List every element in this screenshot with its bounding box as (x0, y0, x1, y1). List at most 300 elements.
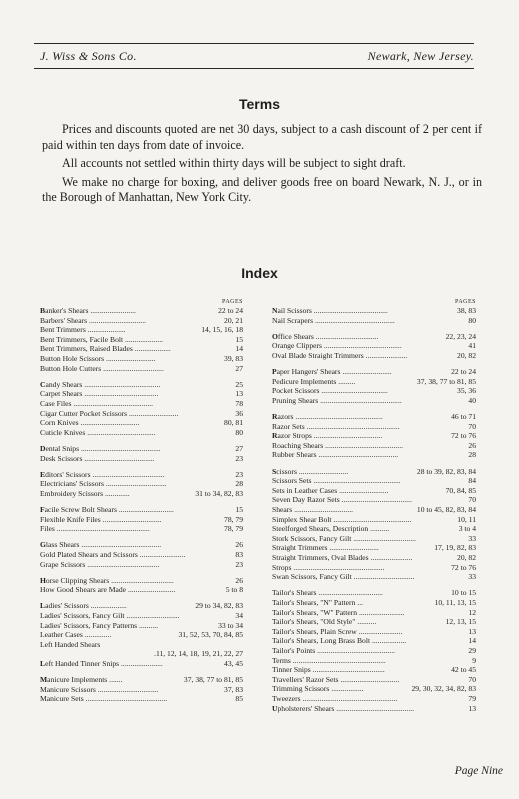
index-entry-title (272, 704, 414, 713)
index-entry-pages: 31, 52, 53, 70, 84, 85 (178, 630, 243, 640)
index-entry-rest: Straight Trimmers (272, 543, 328, 553)
index-entry (40, 576, 243, 586)
index-entry-rest: Travellers' Razor Sets (272, 674, 339, 684)
index-entry-title (40, 550, 185, 559)
index-entry-rest: Corn Knives (40, 418, 79, 428)
index-entry-rest: Shears (272, 504, 293, 514)
index-entry-pages: 37, 83 (224, 684, 243, 694)
index-entry-title (272, 598, 363, 607)
index-entry-title (40, 540, 161, 549)
index-entry-rest: Carpet Shears (40, 389, 83, 399)
index-entry-rest: Tweezers (272, 694, 301, 704)
index-entry-leader: .......... (357, 617, 377, 627)
index-entry-pages: 15 (235, 504, 243, 514)
index-entry-initial: F (40, 504, 45, 514)
index-entry-title (40, 399, 153, 408)
index-entry-title (272, 377, 355, 386)
index-entry-leader: .......... (139, 620, 159, 630)
pages-header-left: PAGES (222, 299, 243, 305)
index-entry-pages: 83 (235, 549, 243, 559)
index-entry-pages: 22 to 24 (218, 306, 243, 315)
index-group (40, 601, 243, 668)
index-entry-rest: acile Screw Bolt Shears (44, 504, 117, 514)
index-entry-pages: 29 to 34, 82, 83 (195, 601, 243, 611)
index-entry-pages: 28 to 39, 82, 83, 84 (416, 466, 476, 476)
index-entry (272, 377, 476, 387)
index-entry (40, 585, 243, 595)
index-entry-rest: Flexible Knife Files (40, 514, 101, 524)
index-entry-title (40, 335, 163, 344)
index-entry-rest: aper Hangers' Shears (276, 367, 341, 377)
index-entry (272, 351, 476, 361)
index-entry-title (272, 467, 348, 476)
index-entry (272, 588, 476, 598)
index-entry-rest: Tailor's Shears, Long Brass Bolt (272, 636, 371, 646)
index-entry-initial: D (40, 443, 46, 453)
index-group (272, 367, 476, 405)
index-entry-rest: How Good Shears are Made (40, 585, 127, 595)
index-entry-rest: Grape Scissors (40, 559, 86, 569)
index-entry-title (40, 640, 100, 649)
index-entry (40, 389, 243, 399)
company-location: Newark, New Jersey. (367, 49, 474, 63)
index-entry-title (272, 588, 383, 597)
index-entry-leader: ......... (338, 376, 356, 386)
index-entry-pages: 22, 23, 24 (445, 331, 476, 341)
index-entry (272, 636, 476, 646)
index-entry (40, 428, 243, 438)
index-entry (272, 553, 476, 563)
index-entry-leader: ......................... (127, 585, 176, 595)
index-entry (272, 534, 476, 544)
index-entry-pages: 42 to 45 (451, 665, 476, 675)
index-entry-title (40, 585, 175, 594)
index-entry-pages: 10 to 15 (451, 588, 476, 598)
index-entry-rest: Manicure Sets (40, 694, 84, 704)
index-entry-rest: Gold Plated Shears and Scissors (40, 549, 138, 559)
index-entry-leader: .................................................. (302, 694, 398, 704)
index-entry-rest: Strops (272, 562, 292, 572)
index-entry-pages: 36 (235, 408, 243, 418)
index-entry-title (40, 601, 127, 610)
index-entry (40, 611, 243, 621)
index-entry-leader: ...................... (121, 659, 163, 668)
index-entry-title (40, 675, 122, 684)
index-entry-title (272, 441, 403, 450)
index-entry-rest: Case Files (40, 398, 72, 408)
index-entry (272, 608, 476, 618)
index-entry (272, 505, 476, 515)
index-entry-leader: ......................................... (333, 514, 412, 524)
index-group (272, 306, 476, 325)
index-entry-leader: ........................ (90, 306, 136, 315)
index-entry-leader: .................................... (313, 431, 383, 441)
index-entry-leader: ....... (109, 675, 123, 685)
index-entry (272, 412, 476, 422)
index-entry-initial: R (272, 431, 278, 441)
index-entry-rest: anker's Shears (45, 306, 89, 315)
index-entry-rest: Button Hole Scissors (40, 354, 105, 364)
index-entry-title (272, 476, 401, 485)
index-entry-leader: .......... (370, 524, 390, 534)
index-entry-pages: 29 (468, 646, 476, 655)
index-entry-title (272, 486, 388, 495)
index-entry-rest: Tailor's Shears, Plain Screw (272, 626, 357, 636)
index-entry-pages: 20, 82 (457, 350, 476, 360)
index-entry (40, 344, 243, 354)
index-entry-pages: 80 (468, 315, 476, 325)
index-entry-rest: Ladies' Scissors, Fancy Gilt (40, 610, 125, 620)
index-group (40, 576, 243, 595)
index-entry-title (40, 479, 167, 488)
index-entry-pages: 70 (468, 674, 476, 684)
index-entry (40, 399, 243, 409)
index-entry-rest: ental Snips (45, 443, 80, 453)
index-entry (272, 524, 476, 534)
index-entry-leader: .......................... (342, 367, 392, 377)
index-entry-rest: azor Strops (277, 431, 312, 441)
index-entry-title (272, 646, 395, 655)
index-entry (40, 685, 243, 695)
index-entry-rest: Trimming Scissors (272, 684, 330, 694)
index-entry-leader: .......................... (329, 543, 379, 553)
index-entry (272, 450, 476, 460)
index-entry (40, 675, 243, 685)
index-entry-leader: ...................................... (92, 469, 165, 479)
index-entry-initial: M (40, 675, 48, 685)
index-entry-pages: 39, 83 (224, 354, 243, 364)
index-entry-rest: Bent Trimmers (40, 325, 86, 335)
index-entry-rest: Tailor's Shears, "N" Pattern (272, 597, 356, 607)
index-entry-pages: 33 to 34 (218, 620, 243, 630)
index-entry-leader: .................... (87, 325, 126, 335)
index-entry-pages: 14, 15, 16, 18 (201, 325, 243, 335)
index-group (272, 588, 476, 713)
index-entry-rest: ffice Shears (277, 331, 314, 341)
terms-title: Terms (239, 96, 280, 112)
index-entry (40, 630, 243, 640)
index-entry-rest: ail Scissors (277, 306, 312, 315)
index-entry (40, 454, 243, 464)
index-entry-rest: anicure Implements (47, 675, 108, 685)
index-entry-title (272, 367, 392, 376)
index-entry (272, 598, 476, 608)
index-entry-pages: 33 (468, 533, 476, 543)
index-entry-initial: O (272, 331, 278, 341)
index-entry-leader: ................................................. (292, 655, 386, 665)
index-entry-title (40, 454, 155, 463)
index-entry-leader: .......................... (339, 485, 389, 495)
index-entry-leader: ........................................... (320, 395, 402, 405)
index-entry-title (40, 524, 150, 533)
index-entry (272, 367, 476, 377)
index-entry-pages: 27 (235, 443, 243, 453)
index-entry-leader: ....................................... (313, 306, 388, 315)
index-entry-initial: P (272, 367, 277, 377)
index-entry-pages: 80, 81 (224, 418, 243, 428)
index-entry-title (40, 389, 158, 398)
index-group (272, 467, 476, 582)
index-entry (40, 601, 243, 611)
index-entry-title (272, 306, 388, 315)
index-entry-pages: 84 (468, 476, 476, 486)
index-entry-pages: 28 (468, 450, 476, 460)
index-entry-pages: 14 (235, 344, 243, 354)
index-entry-leader: ............................ (126, 610, 180, 620)
index-entry-title (272, 450, 398, 459)
index-entry-leader: ................................................ (293, 562, 385, 572)
index-entry-pages: 70, 84, 85 (445, 485, 476, 495)
index-entry (40, 444, 243, 454)
index-entry-pages: 37, 38, 77 to 81, 85 (416, 376, 476, 386)
index-entry-pages: .11, 12, 14, 18, 19, 21, 22, 27 (154, 649, 243, 659)
index-entry-rest: andy Shears (45, 379, 83, 389)
index-group (40, 444, 243, 463)
index-entry-leader: ................................ (105, 479, 167, 489)
index-entry (272, 441, 476, 451)
index-entry-title (272, 431, 382, 440)
index-entry-title (272, 332, 378, 341)
index-entry-pages: 85 (235, 694, 243, 704)
index-entry-leader: ................................................. (306, 421, 400, 431)
index-entry-title (272, 675, 399, 684)
header-rule-top (34, 43, 474, 44)
index-entry (40, 409, 243, 419)
index-entry-pages: 41 (468, 341, 476, 351)
index-entry-pages: 23 (235, 453, 243, 463)
index-entry-leader: ................................................. (56, 524, 150, 534)
index-entry-pages: 46 to 71 (451, 411, 476, 421)
terms-body (42, 122, 482, 209)
index-entry-pages: 12 (468, 607, 476, 617)
index-entry-pages: 9 (472, 655, 476, 665)
index-entry (40, 470, 243, 480)
index-entry-title (272, 386, 388, 395)
index-entry-rest: Manicure Scissors (40, 684, 96, 694)
index-entry-rest: Bent Trimmers, Facile Bolt (40, 334, 124, 344)
index-entry-leader: ...................................... (312, 665, 385, 675)
index-entry-pages: 26 (235, 575, 243, 585)
index-entry-rest: ditors' Scissors (45, 469, 91, 479)
index-entry-pages: 78 (235, 398, 243, 408)
terms-paragraph-3: We make no charge for boxing, and deliver goods free on board Newark, N. J., or in the Borough of Manhattan, New York City. (42, 174, 482, 205)
index-entry-pages: 79 (468, 694, 476, 704)
index-entry-rest: adies' Scissors (45, 601, 89, 611)
pages-header-right: PAGES (455, 299, 476, 305)
index-entry-pages: 34 (235, 610, 243, 620)
index-entry-title (272, 505, 353, 514)
index-entry-pages: 40 (468, 395, 476, 405)
index-entry-leader: .......................... (129, 408, 179, 418)
index-entry-rest: Seven Day Razor Sets (272, 495, 340, 505)
index-entry (272, 675, 476, 685)
index-column-left (40, 298, 243, 710)
index-entry-pages: 78, 79 (224, 514, 243, 524)
index-entry-rest: Tailor's Points (272, 646, 316, 655)
index-entry-leader: ........................ (358, 607, 405, 617)
index-entry-pages: 35, 36 (457, 386, 476, 396)
index-entry-rest: Files (40, 524, 55, 534)
index-entry-rest: Orange Clippers (272, 341, 322, 351)
index-entry-rest: Pedicure Implements (272, 376, 337, 386)
index-entry-leader: ......................................... (325, 440, 403, 450)
index-entry-pages: 26 (468, 440, 476, 450)
index-entry-title (40, 306, 136, 315)
header-rule-bottom (34, 68, 474, 69)
index-entry (272, 316, 476, 326)
index-entry-title (272, 684, 364, 693)
index-entry-leader: .......................... (106, 354, 156, 364)
index-entry-rest: eft Handed Tinner Snips (45, 659, 120, 668)
index-entry-leader: ......................................... (323, 341, 402, 351)
index-entry (272, 665, 476, 675)
index-entry-title (40, 418, 139, 427)
index-entry-pages: 26 (235, 540, 243, 550)
index-entry-leader: ..................................... (341, 495, 412, 505)
index-entry (272, 431, 476, 441)
index-entry-rest: Nail Scrapers (272, 315, 314, 325)
index-entry-title (40, 611, 180, 620)
index-column-right (272, 298, 476, 720)
index-entry (272, 704, 476, 714)
index-entry-title (40, 325, 126, 334)
index-entry (40, 560, 243, 570)
index-entry (40, 694, 243, 704)
index-entry-title (40, 344, 171, 353)
index-entry-title (40, 685, 159, 694)
index-entry-pages: 80 (235, 427, 243, 437)
index-entry (272, 467, 476, 477)
index-entry-initial: S (272, 466, 277, 476)
index-entry (40, 659, 243, 669)
index-entry-pages: 72 to 76 (451, 431, 476, 441)
index-entry-title (272, 495, 412, 504)
index-entry-title (272, 524, 389, 533)
index-entry-rest: Button Hole Cutters (40, 363, 102, 373)
index-entry-rest: azors (277, 411, 294, 421)
index-group (272, 332, 476, 361)
index-entry-initial: G (40, 540, 46, 550)
index-entry-rest: Desk Scissors (40, 453, 83, 463)
index-entry-leader: ................................ (97, 684, 159, 694)
index-entry-rest: Straight Trimmers, Oval Blades (272, 553, 369, 563)
index-entry-leader: .............. (84, 630, 112, 640)
index-entry-leader: ......................................... (317, 646, 395, 655)
index-entry-leader: ............................... (102, 514, 162, 524)
index-group (40, 380, 243, 438)
index-entry-rest: pholsterers' Shears (277, 703, 335, 713)
index-entry (40, 640, 243, 650)
index-entry-leader: .......................................... (81, 540, 162, 550)
index-entry-leader: ................. (331, 684, 364, 694)
index-entry-title (40, 409, 178, 418)
index-entry (272, 495, 476, 505)
index-entry-leader: ................................. (353, 533, 416, 543)
index-entry-leader: ....................... (358, 626, 403, 636)
index-entry-leader: ................................ (103, 363, 164, 373)
page-number: Page Nine (454, 765, 503, 777)
index-entry-title (272, 608, 405, 617)
index-entry-pages: 13 (468, 703, 476, 713)
index-entry-rest: Pruning Shears (272, 395, 319, 405)
index-entry-leader: ........................................... (85, 694, 168, 704)
index-entry-rest: Sets in Leather Cases (272, 485, 338, 495)
index-entry-title (272, 572, 414, 581)
index-entry-leader: ............................... (80, 418, 140, 428)
index-entry-title (40, 560, 159, 569)
index-entry-rest: Cigar Cutter Pocket Scissors (40, 408, 128, 418)
index-entry-initial: N (272, 306, 278, 315)
index-entry-leader: ............................. (118, 504, 174, 514)
index-group (272, 412, 476, 460)
index-entry (272, 515, 476, 525)
index-entry-leader: ............................... (294, 504, 354, 514)
index-entry (40, 479, 243, 489)
index-entry (40, 325, 243, 335)
index-entry-rest: Stork Scissors, Fancy Gilt (272, 533, 352, 543)
index-entry-title (272, 412, 383, 421)
index-entry-leader: ................... (134, 344, 171, 354)
index-entry-title (40, 470, 165, 479)
index-entry-rest: Ladies' Scissors, Fancy Patterns (40, 620, 138, 630)
index-entry-rest: Rubber Shears (272, 450, 317, 460)
index-entry (272, 341, 476, 351)
index-entry-leader: .......................................... (315, 315, 395, 325)
index-entry (40, 364, 243, 374)
index-entry-leader: ..................................... (84, 453, 155, 463)
index-entry-initial: L (40, 659, 46, 668)
index-entry-pages: 78, 79 (224, 524, 243, 534)
index-entry-title (272, 543, 379, 552)
index-entry (272, 656, 476, 666)
index-entry (40, 354, 243, 364)
index-entry-rest: Scissors Sets (272, 476, 312, 486)
index-entry-title (272, 396, 402, 405)
index-entry-leader: ................................... (321, 386, 388, 396)
index-entry-pages: 70 (468, 495, 476, 505)
index-entry-leader: ....................................... (84, 389, 159, 399)
index-entry (272, 543, 476, 553)
index-entry-leader: ................................. (315, 331, 379, 341)
index-entry (272, 422, 476, 432)
index-entry-pages: 15 (235, 334, 243, 344)
index-entry-leader: ...................................... (87, 559, 160, 569)
index-entry-title (272, 351, 407, 360)
index-entry-pages: 23 (235, 469, 243, 479)
index-entry-pages: 14 (468, 636, 476, 646)
index-entry (40, 515, 243, 525)
index-entry-title (40, 659, 163, 668)
index-entry-rest: Steelforged Shears, Description (272, 524, 369, 534)
index-entry-pages: 13 (235, 389, 243, 399)
index-entry (40, 540, 243, 550)
index-entry-rest: Electricians' Scissors (40, 479, 105, 489)
index-entry-title (40, 630, 111, 639)
index-entry-rest: Barbers' Shears (40, 315, 88, 325)
index-entry-pages: 43, 45 (224, 659, 243, 668)
index-entry-pages: 29, 30, 32, 34, 82, 83 (411, 684, 476, 694)
index-entry-leader: ........................................ (84, 379, 161, 389)
index-entry-leader: .................................... (87, 427, 156, 437)
index-entry (40, 621, 243, 631)
index-entry-pages: 70 (468, 421, 476, 431)
index-entry-leader: .................................. (318, 588, 383, 598)
index-entry-title (40, 515, 162, 524)
index-entry-pages: 20, 82 (457, 553, 476, 563)
index-entry (40, 505, 243, 515)
index-entry-title (40, 316, 146, 325)
index-entry-rest: Roaching Shears (272, 440, 324, 450)
